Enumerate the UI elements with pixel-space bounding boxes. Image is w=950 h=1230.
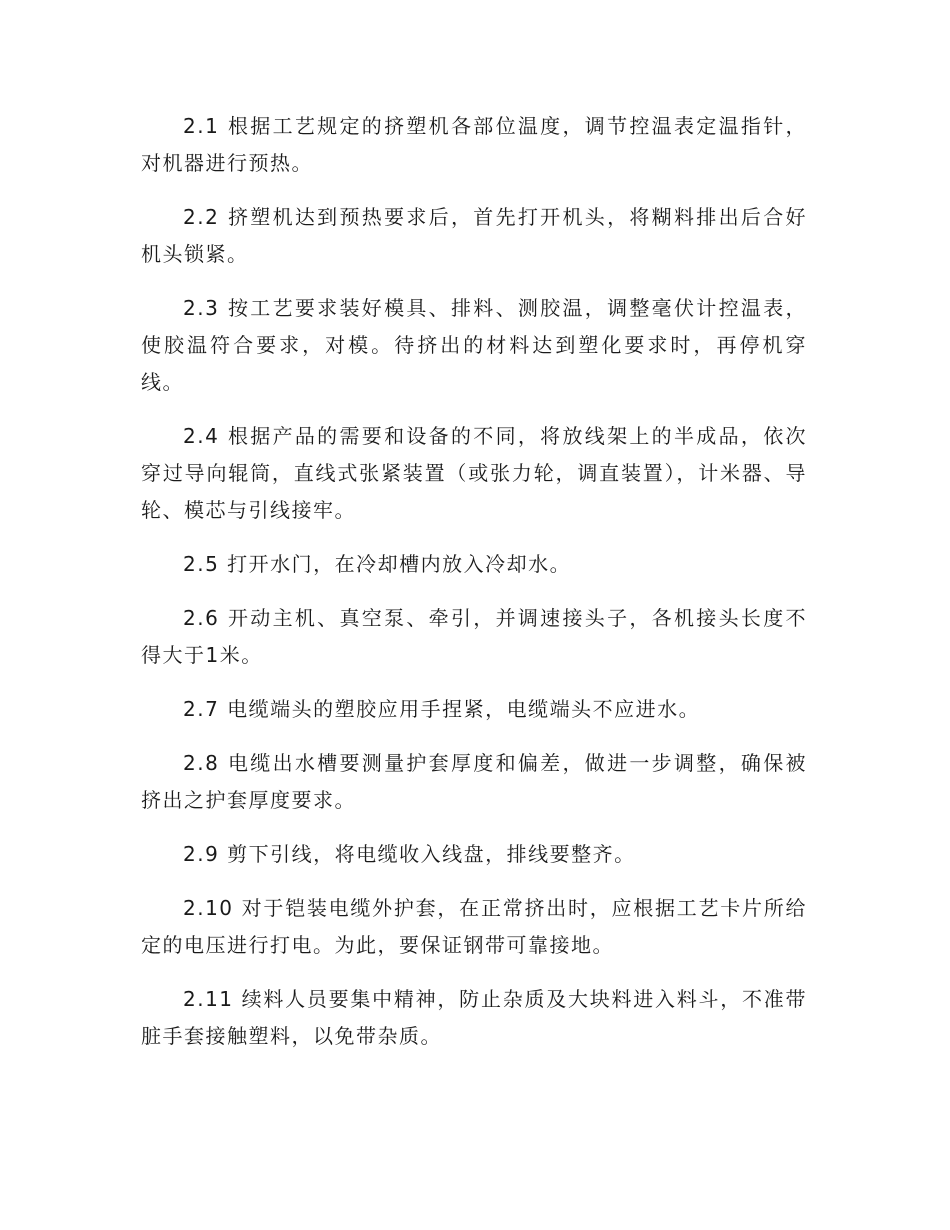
paragraph-2-6: 2.6 开动主机、真空泵、牵引，并调速接头子，各机接头长度不得大于1米。 — [141, 606, 807, 667]
paragraph-2-5: 2.5 打开水门，在冷却槽内放入冷却水。 — [183, 552, 572, 576]
paragraph-2-3: 2.3 按工艺要求装好模具、排料、测胶温，调整毫伏计控温表，使胶温符合要求，对模。待挤出的材料达到塑化要求时，再停机穿线。 — [141, 296, 807, 394]
paragraph-2-7: 2.7 电缆端头的塑胶应用手捏紧，电缆端头不应进水。 — [183, 697, 701, 721]
paragraph-2-4: 2.4 根据产品的需要和设备的不同，将放线架上的半成品，依次穿过导向辊筒，直线式张紧装置（或张力轮，调直装置），计米器、导轮、模芯与引线接牢。 — [141, 424, 807, 522]
paragraph-2-8: 2.8 电缆出水槽要测量护套厚度和偏差，做进一步调整，确保被挤出之护套厚度要求。 — [141, 751, 807, 812]
paragraph-2-9: 2.9 剪下引线，将电缆收入线盘，排线要整齐。 — [183, 842, 636, 866]
paragraph-2-2: 2.2 挤塑机达到预热要求后，首先打开机头，将糊料排出后合好机头锁紧。 — [141, 205, 807, 266]
document-body — [141, 108, 807, 1072]
paragraph-2-10: 2.10 对于铠装电缆外护套，在正常挤出时，应根据工艺卡片所给定的电压进行打电。为此，要保证钢带可靠接地。 — [141, 896, 807, 957]
paragraph-2-11: 2.11 续料人员要集中精神，防止杂质及大块料进入料斗，不准带脏手套接触塑料，以免带杂质。 — [141, 987, 807, 1048]
paragraph-2-1: 2.1 根据工艺规定的挤塑机各部位温度，调节控温表定温指针，对机器进行预热。 — [141, 114, 807, 175]
